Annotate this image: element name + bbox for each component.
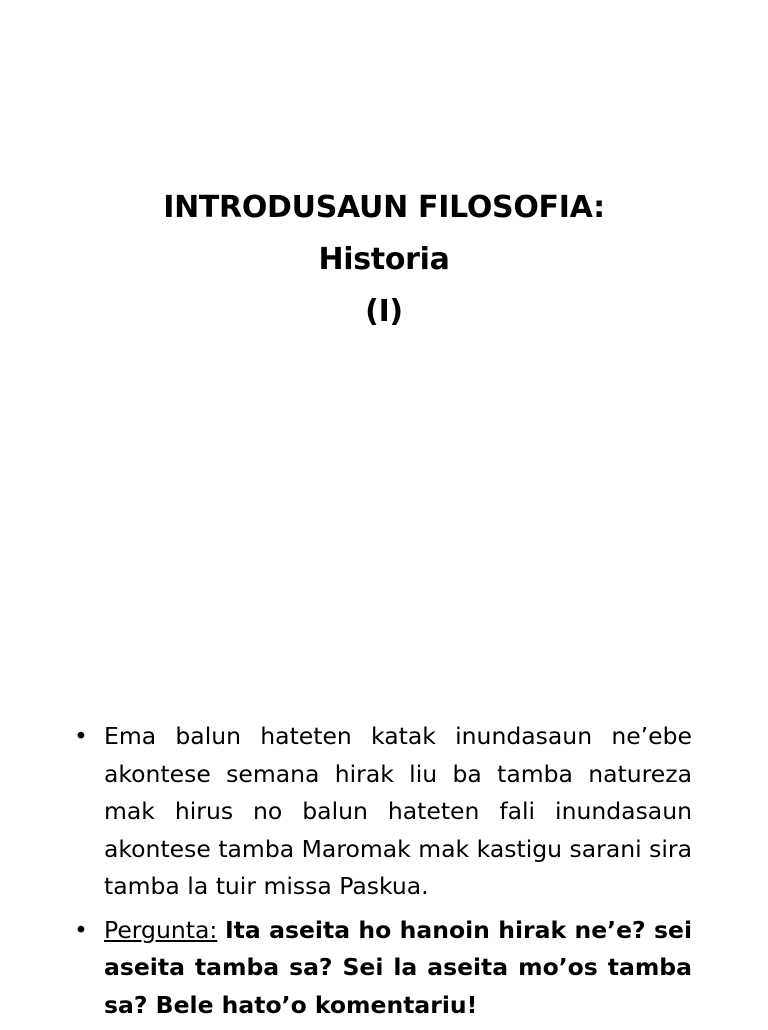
title-line-part-number: (I) — [365, 294, 403, 329]
question-label: Pergunta: — [104, 915, 218, 944]
bullet-dot-icon: • — [74, 915, 88, 944]
slide-title — [0, 182, 768, 338]
bullet-item-statement — [72, 718, 692, 906]
title-line-main: INTRODUSAUN FILOSOFIA: — [163, 190, 605, 225]
bullet-list — [72, 718, 692, 1030]
question-text: Ita aseita ho hanoin hirak ne’e? sei aseita tamba sa? Sei la aseita mo’os tamba sa? Bele hato’o komentariu! — [104, 915, 692, 1019]
bullet-statement-text: Ema balun hateten katak inundasaun ne’ebe akontese semana hirak liu ba tamba natureza mak hirus no balun hateten fali inundasaun akontese tamba Maromak mak kastigu sarani sira tamba la tuir missa Paskua. — [104, 722, 692, 900]
bullet-dot-icon: • — [74, 722, 88, 750]
bullet-item-question — [72, 912, 692, 1025]
title-line-subtitle: Historia — [318, 242, 450, 277]
